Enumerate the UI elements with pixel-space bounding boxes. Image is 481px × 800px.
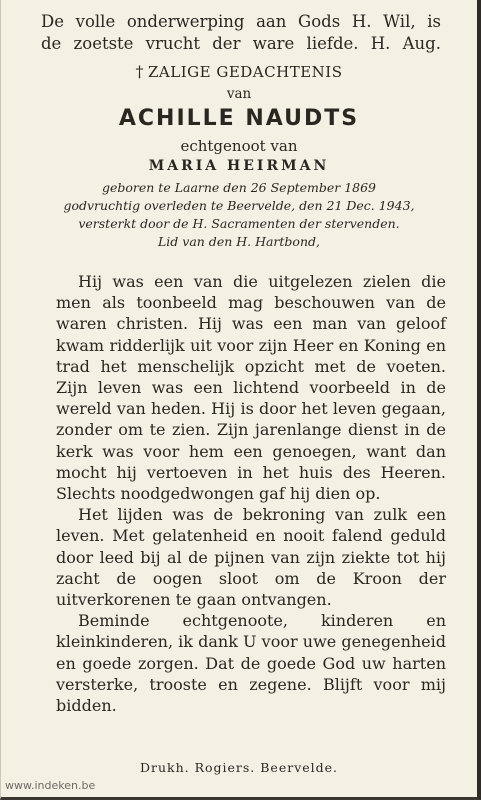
van-label: van (226, 86, 252, 102)
spouse-label: echtgenoot van (180, 137, 298, 155)
quote-line-1: De volle onderwerping aan Gods H. Wil, is (41, 12, 441, 31)
cross-icon: † (135, 62, 144, 81)
paragraph: Hij was een van die uitgelezen zielen die men als toonbeeld mag beschouwen van de waren christen. Hij was een man van geloof kwam ridderlijk uit voor zijn Heer en Koning en trad het menschelijk opzicht met de voeten. Zijn leven was een lichtend voorbeeld in de wereld van heden. Hij is door het leven gegaan, zonder om te zien. Zijn jarenlange dienst in de kerk was voor hem een genoegen, want dan mocht hij vertoeven in het huis des Heeren. Slechts noodgedwongen gaf hij dien op. (56, 272, 446, 504)
body-text (56, 271, 446, 716)
printer-line: Drukh. Rogiers. Beervelde. (139, 760, 339, 775)
gedachtenis-label: ZALIGE GEDACHTENIS (148, 63, 343, 81)
gedachtenis-heading (1, 62, 477, 81)
watermark: www.indeken.be (5, 779, 96, 792)
sacraments-line: versterkt door de H. Sacramenten der stervenden. (78, 216, 400, 231)
paragraph: Het lijden was de bekroning van zulk een leven. Met gelatenheid en nooit falend geduld door leed bij al de pijnen van zijn ziekte tot hij zacht de oogen sloot om de Kroon der uitverkorenen te gaan ontvangen. (56, 505, 446, 610)
paragraph: Beminde echtgenoote, kinderen en kleinkinderen, ik dank U voor uwe genegenheid en goede zorgen. Dat de goede God uw harten versterke, trooste en zegene. Blijft voor mij bidden. (56, 611, 446, 716)
quote-line-2: de zoetste vrucht der ware liefde. H. Aug. (41, 34, 441, 53)
deceased-name: ACHILLE NAUDTS (118, 106, 360, 131)
member-line: Lid van den H. Hartbond, (158, 234, 320, 249)
birth-line: geboren te Laarne den 26 September 1869 (101, 180, 377, 195)
death-line: godvruchtig overleden te Beervelde, den 21 Dec. 1943, (63, 198, 415, 213)
spouse-name: MARIA HEIRMAN (148, 158, 330, 174)
